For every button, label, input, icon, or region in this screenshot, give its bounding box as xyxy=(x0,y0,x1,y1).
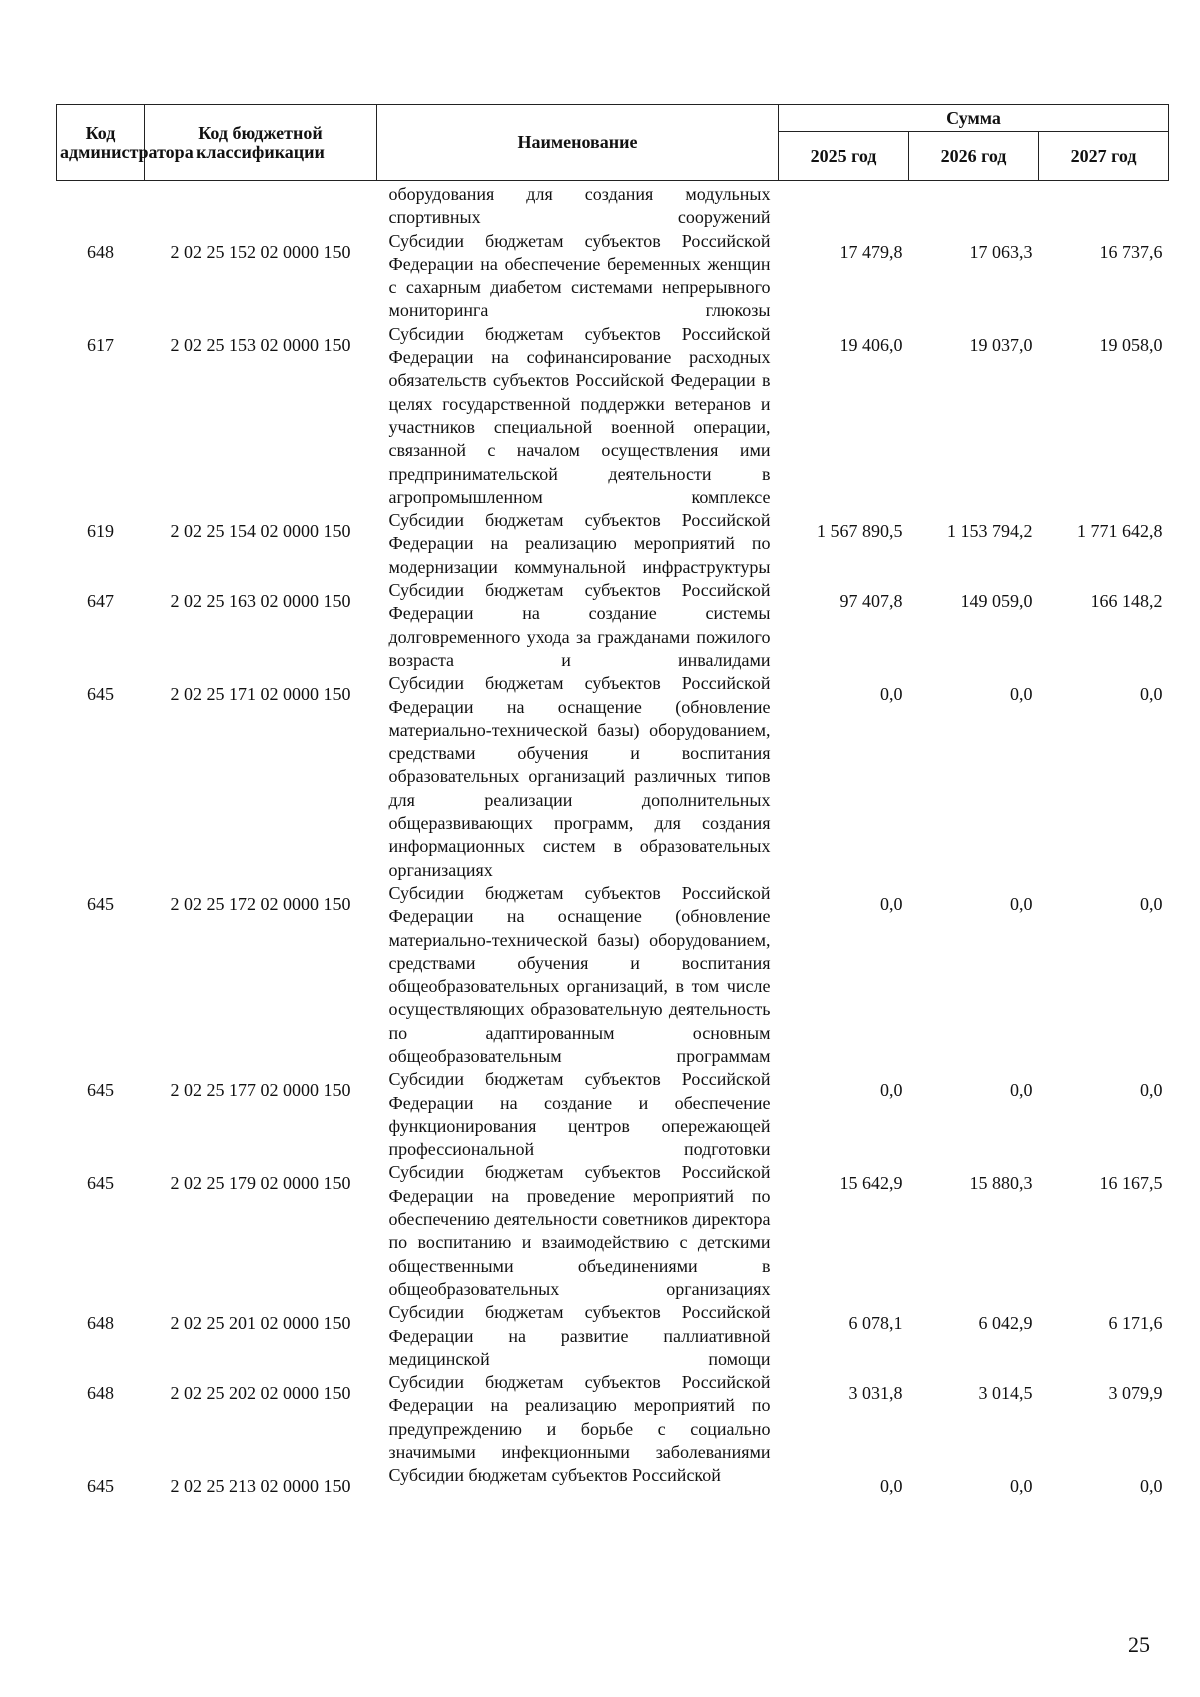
header-year-2025: 2025 год xyxy=(779,132,909,181)
name-cell: Субсидии бюджетам субъектов Российской Федерации на обеспечение беременных женщин с сахарным диабетом системами непрерывного мониторинга глюкозы xyxy=(388,230,771,321)
kbk-cell: 2 02 25 202 02 0000 150 xyxy=(170,1383,351,1404)
amount-2025-cell: 0,0 xyxy=(880,1080,903,1101)
amount-2027-cell: 166 148,2 xyxy=(1090,591,1163,612)
amount-2026-cell: 15 880,3 xyxy=(969,1173,1033,1194)
header-year-2027: 2027 год xyxy=(1039,132,1169,181)
amount-2027-cell: 0,0 xyxy=(1140,893,1163,914)
table-row xyxy=(57,230,1169,323)
table-row xyxy=(57,1371,1169,1464)
admin-code-cell: 619 xyxy=(87,521,114,542)
amount-2025-cell: 1 567 890,5 xyxy=(817,521,903,542)
name-cell: Субсидии бюджетам субъектов Российской Федерации на создание системы долговременного ухода за гражданами пожилого возраста и инвалидами xyxy=(388,580,771,670)
table-row xyxy=(57,672,1169,882)
admin-code-cell: 645 xyxy=(87,684,114,705)
name-cell: Субсидии бюджетам субъектов Российской Федерации на реализацию мероприятий по предупреждению и борьбе с социально значимыми инфекционными заболеваниями xyxy=(388,1372,771,1463)
header-kbk: Код бюджетной классификации xyxy=(145,105,377,181)
name-cell: Субсидии бюджетам субъектов Российской Федерации на реализацию мероприятий по модернизации коммунальной инфраструктуры xyxy=(388,510,771,577)
table-row xyxy=(57,1161,1169,1301)
kbk-cell: 2 02 25 213 02 0000 150 xyxy=(170,1476,351,1497)
admin-code-cell: 648 xyxy=(87,1313,114,1334)
amount-2025-cell: 3 031,8 xyxy=(848,1383,903,1404)
name-cell: Субсидии бюджетам субъектов Российской Федерации на проведение мероприятий по обеспечению деятельности советников директора по воспитанию и взаимодействию с детскими общественными объединениями в общеобразовательных организациях xyxy=(388,1162,771,1299)
table-row xyxy=(57,1301,1169,1371)
amount-2025-cell: 6 078,1 xyxy=(848,1313,903,1334)
header-sum: Сумма xyxy=(779,105,1169,132)
admin-code-cell: 645 xyxy=(87,1173,114,1194)
page-number: 25 xyxy=(1128,1632,1150,1657)
amount-2026-cell: 0,0 xyxy=(1010,1476,1033,1497)
table-header xyxy=(57,105,1169,181)
continuation-name: оборудования для создания модульных спортивных сооружений xyxy=(388,184,771,228)
amount-2026-cell: 3 014,5 xyxy=(978,1383,1033,1404)
amount-2027-cell: 16 737,6 xyxy=(1099,241,1163,262)
kbk-cell: 2 02 25 171 02 0000 150 xyxy=(170,684,351,705)
continuation-row xyxy=(57,181,1169,230)
amount-2026-cell: 6 042,9 xyxy=(978,1313,1033,1334)
kbk-cell: 2 02 25 172 02 0000 150 xyxy=(170,893,351,914)
amount-2027-cell: 0,0 xyxy=(1140,1476,1163,1497)
amount-2025-cell: 15 642,9 xyxy=(839,1173,903,1194)
amount-2025-cell: 97 407,8 xyxy=(839,591,903,612)
amount-2025-cell: 17 479,8 xyxy=(839,241,903,262)
header-year-2026: 2026 год xyxy=(909,132,1039,181)
amount-2025-cell: 19 406,0 xyxy=(839,334,903,355)
table-row xyxy=(57,1068,1169,1161)
kbk-cell: 2 02 25 163 02 0000 150 xyxy=(170,591,351,612)
amount-2027-cell: 1 771 642,8 xyxy=(1077,521,1163,542)
admin-code-cell: 645 xyxy=(87,1476,114,1497)
table-row xyxy=(57,509,1169,579)
kbk-cell: 2 02 25 154 02 0000 150 xyxy=(170,521,351,542)
amount-2027-cell: 0,0 xyxy=(1140,684,1163,705)
amount-2027-cell: 0,0 xyxy=(1140,1080,1163,1101)
amount-2025-cell: 0,0 xyxy=(880,893,903,914)
amount-2026-cell: 1 153 794,2 xyxy=(947,521,1033,542)
header-name: Наименование xyxy=(377,105,779,181)
name-cell: Субсидии бюджетам субъектов Российской xyxy=(388,1465,721,1486)
kbk-cell: 2 02 25 177 02 0000 150 xyxy=(170,1080,351,1101)
amount-2027-cell: 19 058,0 xyxy=(1099,334,1163,355)
amount-2025-cell: 0,0 xyxy=(880,684,903,705)
budget-table xyxy=(56,104,1169,1499)
admin-code-cell: 648 xyxy=(87,241,114,262)
table-row xyxy=(57,323,1169,509)
amount-2026-cell: 17 063,3 xyxy=(969,241,1033,262)
admin-code-cell: 617 xyxy=(87,334,114,355)
amount-2026-cell: 0,0 xyxy=(1010,1080,1033,1101)
amount-2026-cell: 19 037,0 xyxy=(969,334,1033,355)
kbk-cell: 2 02 25 179 02 0000 150 xyxy=(170,1173,351,1194)
table-row xyxy=(57,882,1169,1068)
admin-code-cell: 645 xyxy=(87,893,114,914)
kbk-cell: 2 02 25 201 02 0000 150 xyxy=(170,1313,351,1334)
kbk-cell: 2 02 25 152 02 0000 150 xyxy=(170,241,351,262)
table-row xyxy=(57,1464,1169,1498)
name-cell: Субсидии бюджетам субъектов Российской Федерации на развитие паллиативной медицинской помощи xyxy=(388,1302,771,1369)
budget-table-page xyxy=(56,104,1168,1499)
amount-2027-cell: 6 171,6 xyxy=(1108,1313,1163,1334)
name-cell: Субсидии бюджетам субъектов Российской Федерации на создание и обеспечение функционирования центров опережающей профессиональной подготовки xyxy=(388,1069,771,1160)
admin-code-cell: 645 xyxy=(87,1080,114,1101)
amount-2026-cell: 149 059,0 xyxy=(960,591,1033,612)
amount-2025-cell: 0,0 xyxy=(880,1476,903,1497)
kbk-cell: 2 02 25 153 02 0000 150 xyxy=(170,334,351,355)
amount-2026-cell: 0,0 xyxy=(1010,684,1033,705)
amount-2027-cell: 3 079,9 xyxy=(1108,1383,1163,1404)
name-cell: Субсидии бюджетам субъектов Российской Федерации на оснащение (обновление материально-технической базы) оборудованием, средствами обучения и воспитания общеобразовательных организаций, в том числе осуществляющих образовательную деятельность по адаптированным основным общеобразовательным программам xyxy=(388,882,771,1066)
table-body xyxy=(57,181,1169,1499)
name-cell: Субсидии бюджетам субъектов Российской Федерации на оснащение (обновление материально-технической базы) оборудованием, средствами обучения и воспитания образовательных организаций различных типов для реализации дополнительных общеразвивающих программ, для создания информационных систем в образовательных организациях xyxy=(388,673,771,880)
header-admin-code: Код администратора xyxy=(57,105,145,181)
name-cell: Субсидии бюджетам субъектов Российской Федерации на софинансирование расходных обязательств субъектов Российской Федерации в целях государственной поддержки ветеранов и участников специальной военной операции, связанной с началом осуществления ими предпринимательской деятельности в агропромышленном комплексе xyxy=(388,323,771,507)
amount-2026-cell: 0,0 xyxy=(1010,893,1033,914)
admin-code-cell: 647 xyxy=(87,591,114,612)
admin-code-cell: 648 xyxy=(87,1383,114,1404)
table-row xyxy=(57,579,1169,672)
amount-2027-cell: 16 167,5 xyxy=(1099,1173,1163,1194)
